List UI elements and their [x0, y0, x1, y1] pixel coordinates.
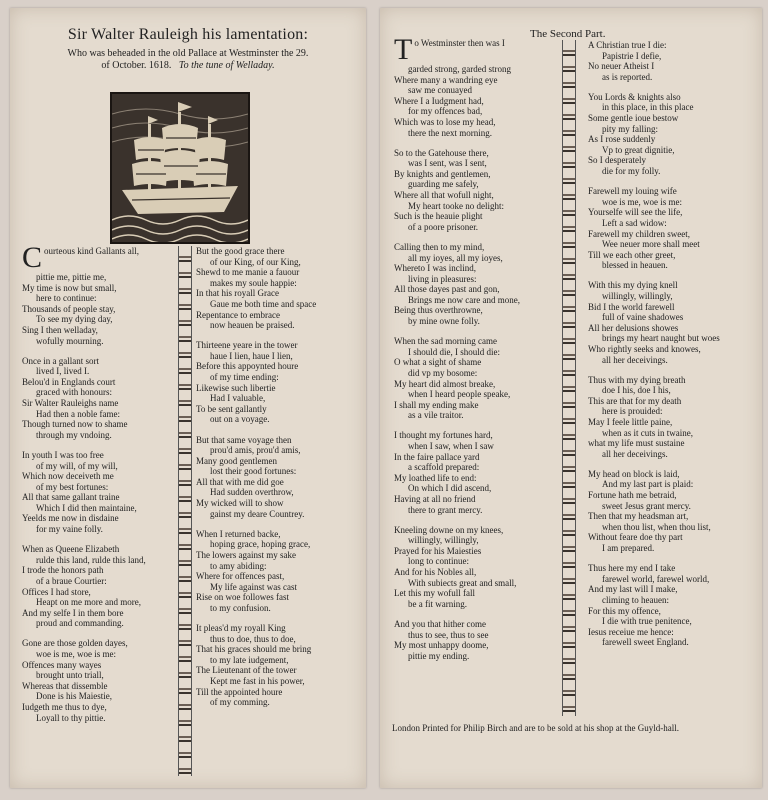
verse-line: to amy abiding: — [210, 560, 267, 571]
verse-line: Let this my wofull fall — [394, 588, 475, 599]
stanza — [196, 623, 362, 708]
verse-line: Gone are those golden dayes, — [22, 638, 128, 649]
verse-line: to my confusion. — [210, 602, 271, 613]
verse-line: Iesus receiue me hence: — [588, 626, 674, 637]
verse-line: The lowers against my sake — [196, 549, 296, 560]
verse-line: when I saw, when I saw — [408, 441, 494, 451]
verse-line: When I returned backe, — [196, 528, 281, 539]
left-sheet-column-1 — [22, 246, 172, 733]
ship-icon — [112, 94, 248, 242]
verse-line: I thought my fortunes hard, — [394, 430, 493, 441]
verse-line: as a vile traitor. — [408, 410, 464, 421]
verse-line: of my time ending: — [210, 372, 279, 383]
verse-line: Then that my headsman art, — [588, 511, 689, 522]
verse-line: When the sad morning came — [394, 336, 497, 347]
verse-line: by mine owne folly. — [408, 316, 480, 327]
right-sheet-column-1 — [394, 38, 554, 671]
verse-line: of our King, of our King, — [210, 256, 301, 267]
printer-colophon: London Printed for Philip Birch and are to be sold at his shop at the Guyld-hall. — [392, 723, 679, 733]
verse-line: My life against was cast — [210, 581, 297, 592]
verse-line: To Westminster then was I — [394, 38, 505, 64]
verse-line: For this my offence, — [588, 605, 661, 616]
verse-line: Where many a wandring eye — [394, 74, 498, 85]
stanza — [394, 430, 554, 515]
verse-line: Had sudden overthrow, — [210, 487, 294, 498]
stanza — [22, 638, 172, 723]
verse-line: when I heard people speake, — [408, 389, 511, 400]
verse-line: My loathed life to end: — [394, 472, 477, 483]
verse-line: Iudgeth me thus to dye, — [22, 701, 107, 712]
verse-line: what my life must sustaine — [588, 438, 685, 449]
verse-line: when thou list, when thou list, — [602, 521, 711, 532]
verse-line: And my last will I make, — [588, 584, 678, 595]
verse-line: Being thus overthrowne, — [394, 305, 483, 316]
verse-line: Had then a noble fame: — [36, 408, 120, 419]
stanza — [22, 246, 172, 346]
verse-line: farewel world, farewel world, — [602, 573, 710, 584]
subtitle-line-2: of October. 1618. To the tune of Welladay. — [101, 60, 275, 71]
verse-line: living in pleasures: — [408, 273, 477, 284]
verse-line: for my offences bad, — [408, 106, 483, 117]
verse-line: woe is me, woe is me: — [602, 196, 682, 207]
verse-line: On which I did ascend, — [408, 483, 492, 494]
verse-line: pittie my ending. — [408, 650, 470, 661]
subtitle-line-1: Who was beheaded in the old Pallace at Westminster the 29. — [67, 48, 309, 59]
verse-line: makes my soule happie: — [210, 277, 297, 288]
verse-line: Gaue me both time and space — [210, 298, 317, 309]
verse-line: And my selfe I in them bore — [22, 607, 124, 618]
verse-line: of a poore prisoner. — [408, 221, 478, 232]
verse-line: Who rightly seeks and knowes, — [588, 343, 701, 354]
verse-line: Rise on woe followes fast — [196, 592, 289, 603]
verse-line: But the good grace there — [196, 246, 285, 256]
verse-line: climing to heauen: — [602, 594, 669, 605]
verse-line: Till the appointed houre — [196, 686, 283, 697]
verse-line: And you that hither come — [394, 618, 486, 629]
ornamental-column-divider — [562, 40, 576, 716]
verse-line: I am prepared. — [602, 543, 655, 554]
verse-line: So to the Gatehouse there, — [394, 147, 489, 158]
verse-line: lived I, lived I. — [36, 366, 90, 377]
verse-line: Calling then to my mind, — [394, 241, 485, 252]
verse-line: Left a sad widow: — [602, 217, 667, 228]
verse-line: Offices I had store, — [22, 586, 91, 597]
drop-cap-initial: T — [394, 38, 413, 64]
verse-line: pity my falling: — [602, 123, 658, 134]
verse-line: Offences many wayes — [22, 659, 102, 670]
verse-line: long to continue: — [408, 556, 469, 567]
verse-line: Kneeling downe on my knees, — [394, 524, 504, 535]
verse-line: here to continue: — [36, 293, 97, 304]
verse-line: Where for offences past, — [196, 571, 285, 582]
tune-note: To the tune of Welladay. — [178, 60, 275, 71]
verse-line: O what a sight of shame — [394, 357, 482, 368]
stanza — [22, 450, 172, 535]
verse-line: Which was to lose my head, — [394, 116, 496, 127]
verse-line: No neuer Atheist I — [588, 61, 655, 72]
verse-line: All her delusions showes — [588, 322, 679, 333]
verse-line: Farewell my louing wife — [588, 186, 677, 197]
verse-line: Kept me fast in his power, — [210, 675, 305, 686]
verse-line: full of vaine shadowes — [602, 312, 684, 323]
verse-line: So I desperately — [588, 155, 646, 166]
verse-line: Bid I the world farewell — [588, 301, 675, 312]
verse-line: And my last part is plaid: — [602, 479, 694, 490]
verse-line: Though turned now to shame — [22, 419, 128, 430]
verse-line: I trode the honors path — [22, 565, 104, 576]
verse-line: Papistrie I defie, — [602, 50, 662, 61]
right-sheet-column-2 — [588, 40, 758, 657]
stanza — [196, 529, 362, 614]
verse-line: Thus here my end I take — [588, 563, 676, 574]
verse-line: as is reported. — [602, 71, 653, 82]
stanza — [196, 435, 362, 520]
verse-line: woe is me, woe is me: — [36, 649, 116, 659]
verse-line: I shall my ending make — [394, 399, 479, 410]
verse-line: hoping grace, hoping grace, — [210, 539, 311, 550]
verse-line: all her deceivings. — [602, 354, 668, 365]
ballad-subtitle — [10, 48, 366, 72]
verse-line: in this place, in this place — [602, 102, 694, 113]
verse-line: proud and commanding. — [36, 618, 124, 629]
verse-line: My time is now but small, — [22, 282, 117, 293]
verse-line: Prayed for his Maiesties — [394, 545, 482, 556]
verse-line: brought unto triall, — [36, 670, 104, 681]
verse-line: As I rose suddenly — [588, 134, 656, 145]
verse-line: brings my heart naught but woes — [602, 333, 720, 344]
verse-line: With this my dying knell — [588, 280, 678, 291]
verse-line: a scaffold prepared: — [408, 462, 480, 473]
verse-line: In that his royall Grace — [196, 288, 279, 299]
verse-line: I should die, I should die: — [408, 346, 500, 357]
verse-line: Sing I then welladay, — [22, 324, 98, 335]
verse-line: Many good gentlemen — [196, 455, 277, 466]
verse-line: By knights and gentlemen, — [394, 168, 491, 179]
verse-line: Loyall to thy pittie. — [36, 712, 106, 723]
ballad-title: Sir Walter Rauleigh his lamentation: — [67, 26, 309, 43]
verse-line: willingly, willingly, — [408, 535, 479, 546]
verse-line: My head on block is laid, — [588, 468, 680, 479]
verse-line: Whereas that dissemble — [22, 680, 108, 691]
verse-line: Whereto I was inclind, — [394, 263, 476, 274]
verse-line: prou'd amis, prou'd amis, — [210, 445, 301, 456]
verse-line: All those dayes past and gon, — [394, 284, 500, 295]
verse-line: all her deceivings. — [602, 448, 668, 459]
left-sheet-column-2 — [196, 246, 362, 717]
verse-line: Fortune hath me betraid, — [588, 490, 677, 501]
verse-line: lost their good fortunes: — [210, 466, 297, 477]
verse-line: thus to see, thus to see — [408, 629, 489, 640]
verse-line: All that same gallant traine — [22, 492, 120, 503]
verse-line: It pleas'd my royall King — [196, 623, 286, 633]
verse-line: of my comming. — [210, 697, 270, 708]
verse-line: Which now deceiveth me — [22, 471, 114, 482]
verse-line: pittie me, pittie me, — [36, 272, 107, 282]
verse-line: All that with me did goe — [196, 476, 284, 487]
verse-line: Once in a gallant sort — [22, 355, 99, 366]
verse-line: Thirteene yeare in the tower — [196, 340, 298, 351]
verse-line: Vp to great dignitie, — [602, 144, 675, 155]
verse-line: My wicked will to show — [196, 498, 284, 509]
stanza — [588, 186, 758, 271]
verse-line: Sir Walter Rauleighs name — [22, 398, 119, 409]
stanza — [588, 563, 758, 648]
verse-line: And for his Nobles all, — [394, 567, 477, 578]
verse-line: That his graces should me bring — [196, 644, 312, 655]
verse-line: die for my folly. — [602, 166, 661, 177]
verse-line: of a braue Courtier: — [36, 575, 107, 586]
verse-line: of my best fortunes: — [36, 481, 109, 492]
verse-line: saw me conuayed — [408, 85, 472, 96]
drop-cap-initial: C — [22, 246, 43, 272]
verse-line: Some gentle ioue bestow — [588, 113, 679, 124]
verse-line: Having at all no friend — [394, 493, 476, 504]
verse-line: Thousands of people stay, — [22, 303, 116, 314]
verse-line: To see my dying day, — [36, 314, 113, 325]
verse-line: doe I his, doe I his, — [602, 385, 671, 396]
stanza — [394, 242, 554, 327]
verse-line: blessed in heauen. — [602, 260, 668, 271]
stanza — [394, 336, 554, 421]
verse-line: when as it cuts in twaine, — [602, 427, 693, 438]
verse-line: rulde this land, rulde this land, — [36, 554, 146, 565]
verse-line: gainst my deare Countrey. — [210, 508, 305, 519]
verse-line: With subiects great and small, — [408, 577, 517, 588]
verse-line: In the faire pallace yard — [394, 451, 480, 462]
ship-woodcut-illustration — [110, 92, 250, 244]
ornamental-column-divider — [178, 246, 192, 776]
stanza — [394, 148, 554, 233]
verse-line: My most unhappy doome, — [394, 640, 489, 651]
verse-line: Likewise such libertie — [196, 382, 276, 393]
verse-line: My heart tooke no delight: — [408, 200, 504, 211]
stanza — [588, 280, 758, 365]
verse-line: Without feare doe thy part — [588, 532, 683, 543]
verse-line: did vp my bosome: — [408, 367, 478, 378]
verse-line: This are that for my death — [588, 395, 682, 406]
verse-line: I die with true penitence, — [602, 616, 692, 627]
verse-line: Till we each other greet, — [588, 249, 676, 260]
verse-line: A Christian true I die: — [588, 40, 667, 50]
verse-line: through my vndoing. — [36, 429, 112, 440]
verse-line: Yourselfe will see the life, — [588, 207, 683, 218]
verse-line: Where all that wofull night, — [394, 190, 494, 201]
verse-line: Repentance to embrace — [196, 309, 280, 320]
verse-line: My heart did almost breake, — [394, 378, 496, 389]
verse-line: there to grant mercy. — [408, 504, 483, 515]
verse-line: Done is his Maiestie, — [36, 691, 112, 702]
verse-line: Which I did then maintaine, — [36, 502, 137, 513]
verse-line: out on a voyage. — [210, 414, 270, 425]
stanza — [394, 525, 554, 610]
verse-line: Wee neuer more shall meet — [602, 239, 700, 250]
stanza — [22, 544, 172, 629]
verse-line: here is prouided: — [602, 406, 663, 417]
verse-line: graced with honours: — [36, 387, 112, 398]
verse-line: all my ioyes, all my ioyes, — [408, 252, 503, 263]
verse-line: Had I valuable, — [210, 393, 266, 404]
verse-line: was I sent, was I sent, — [408, 158, 487, 169]
stanza — [588, 375, 758, 460]
stanza — [196, 340, 362, 425]
verse-line: Thus with my dying breath — [588, 374, 686, 385]
stanza — [588, 469, 758, 554]
verse-line: Shewd to me manie a fauour — [196, 267, 300, 278]
verse-line: willingly, willingly, — [602, 290, 673, 301]
verse-line: Belou'd in Englands court — [22, 376, 116, 387]
second-part-heading: The Second Part. — [530, 28, 606, 40]
verse-line: May I feele little paine, — [588, 417, 673, 427]
verse-line: When as Queene Elizabeth — [22, 544, 120, 555]
verse-line: wofully mourning. — [36, 335, 104, 346]
verse-line: You Lords & knights also — [588, 91, 681, 102]
verse-line: there the next morning. — [408, 127, 492, 138]
stanza — [588, 40, 758, 82]
verse-line: Before this appoynted houre — [196, 361, 299, 372]
verse-line: guarding me safely, — [408, 179, 479, 190]
verse-line: for my vaine folly. — [36, 524, 103, 535]
verse-line: To be sent gallantly — [196, 403, 267, 414]
verse-line: Courteous kind Gallants all, — [22, 246, 139, 272]
verse-line: haue I lien, haue I lien, — [210, 350, 293, 361]
verse-line: Farewell my children sweet, — [588, 228, 690, 239]
verse-line: thus to doe, thus to doe, — [210, 633, 296, 644]
verse-line: sweet Jesus grant mercy. — [602, 500, 691, 511]
verse-line: Brings me now care and mone, — [408, 294, 520, 305]
verse-line: The Lieutenant of the tower — [196, 665, 297, 676]
verse-line: Where I a Iudgment had, — [394, 95, 484, 106]
verse-line: But that same voyage then — [196, 434, 292, 445]
verse-line: Heapt on me more and more, — [36, 597, 141, 608]
stanza — [196, 246, 362, 331]
stanza — [588, 92, 758, 177]
verse-line: Yeelds me now in disdaine — [22, 513, 119, 524]
stanza — [394, 38, 554, 138]
stanza — [22, 356, 172, 441]
verse-line: of my will, of my will, — [36, 460, 118, 471]
verse-line: garded strong, garded strong — [408, 64, 511, 74]
verse-line: farewell sweet England. — [602, 637, 689, 648]
verse-line: now heauen be praised. — [210, 320, 295, 331]
verse-line: Such is the heauie plight — [394, 211, 483, 222]
verse-line: be a fit warning. — [408, 598, 467, 609]
stanza — [394, 619, 554, 661]
verse-line: In youth I was too free — [22, 449, 104, 460]
verse-line: to my late iudgement, — [210, 654, 289, 665]
